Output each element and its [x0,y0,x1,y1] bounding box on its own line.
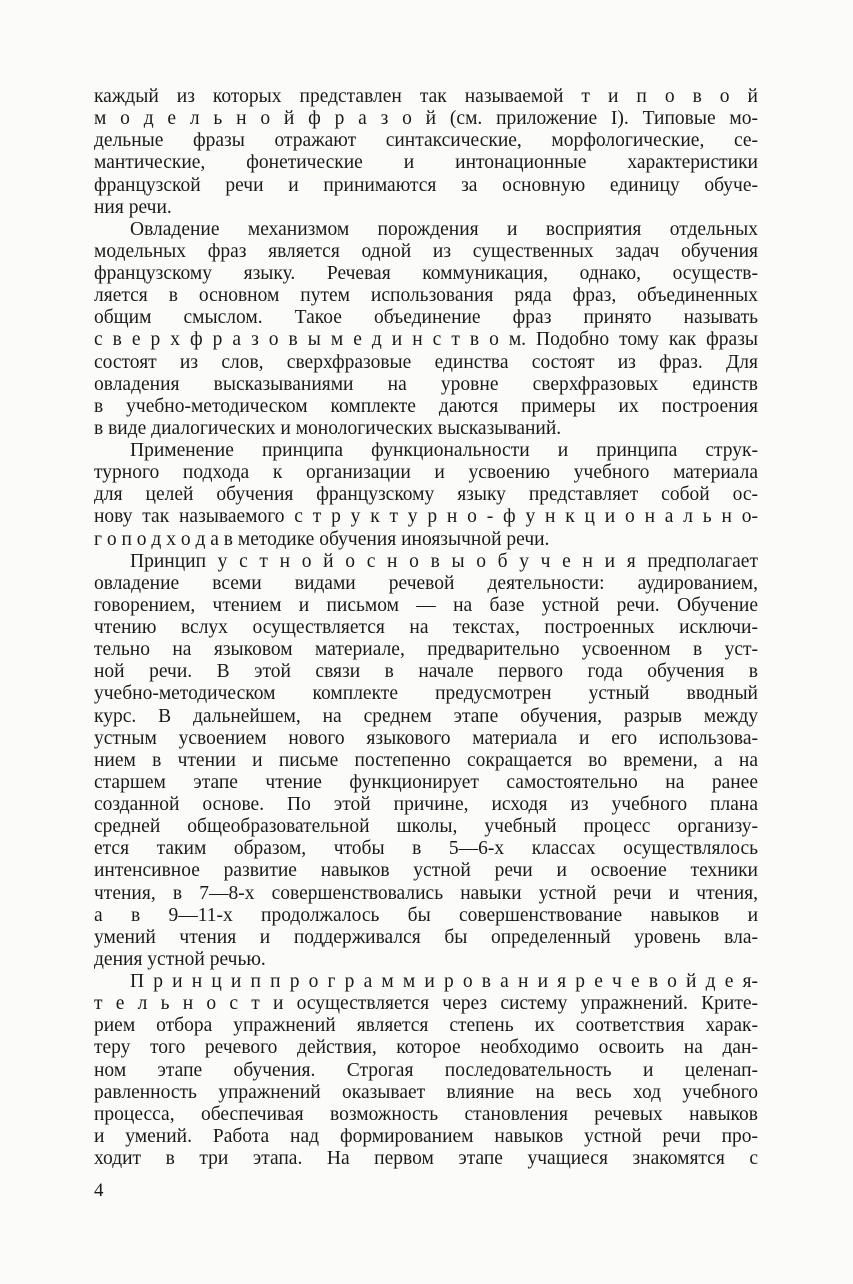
text-line: каждый из которых представлен так называемой т и п о в о й [94,86,758,107]
text-line: старшем этапе чтение функционирует самостоятельно на ранее [94,771,758,793]
text-line: равленность упражнений оказывает влияние на весь ход учебного [94,1081,758,1103]
text-line: ной речи. В этой связи в начале первого года обучения в [94,661,758,683]
body-text [94,86,758,1170]
text-line: созданной основе. По этой причине, исходя из учебного плана [94,794,758,815]
text-line: овладение всеми видами речевой деятельности: аудированием, [94,572,758,594]
text-line: в учебно-методическом комплекте даются примеры их построения [94,395,758,417]
text-line: состоят из слов, сверхфразовые единства состоят из фраз. Для [94,351,758,373]
text-line: нову так называемого с т р у к т у р н о - ф у н к ц и о н а л ь н о- [94,506,758,528]
text-line: рием отбора упражнений является степень их соответствия харак- [94,1015,758,1037]
page-number: 4 [94,1180,104,1201]
text-line: учебно-методическом комплекте предусмотрен устный вводный [94,683,758,705]
text-line: в виде диалогических и монологических высказываний. [94,417,562,439]
paragraph [94,219,758,440]
paragraph [94,551,758,971]
text-line: дения устной речью. [94,948,266,970]
text-line: французской речи и принимаются за основную единицу обуче- [94,174,758,196]
text-line: тельно на языковом материале, предварительно усвоенном в уст- [94,639,758,661]
text-line: ном этапе обучения. Строгая последовательность и целенап- [94,1059,758,1081]
text-line: ния речи. [94,196,172,218]
text-line: говорением, чтением и письмом — на базе устной речи. Обучение [94,594,758,616]
text-line: курс. В дальнейшем, на среднем этапе обучения, разрыв между [94,705,758,727]
paragraph [94,440,758,551]
text-line: интенсивное развитие навыков устной речи и освоение техники [94,860,758,882]
text-line: чтения, в 7—8-х совершенствовались навыки устной речи и чтения, [94,882,758,904]
text-line: овладения высказываниями на уровне сверхфразовых единств [94,373,758,395]
text-line: дельные фразы отражают синтаксические, морфологические, се- [94,130,758,152]
text-line: турного подхода к организации и усвоению учебного материала [94,462,758,484]
text-line: умений чтения и поддерживался бы определенный уровень вла- [94,926,758,948]
text-line: теру того речевого действия, которое необходимо освоить на дан- [94,1037,758,1059]
text-line: устным усвоением нового языкового материала и его использова- [94,727,758,749]
text-line: Овладение механизмом порождения и восприятия отдельных [130,218,758,240]
text-line: ходит в три этапа. На первом этапе учащиеся знакомятся с [94,1148,758,1169]
paragraph [94,86,758,219]
text-line: для целей обучения французскому языку представляет собой ос- [94,484,758,506]
text-line: общим смыслом. Такое объединение фраз принято называть [94,307,758,329]
text-line: ется таким образом, чтобы в 5—6-х классах осуществлялось [94,838,758,860]
text-line: средней общеобразовательной школы, учебный процесс организу- [94,816,758,838]
text-line: чтению вслух осуществляется на текстах, построенных исключи- [94,617,758,638]
text-line: процесса, обеспечивая возможность становления речевых навыков [94,1103,758,1125]
text-line: Принцип у с т н о й о с н о в ы о б у ч е н и я предполагает [130,550,758,572]
text-line: т е л ь н о с т и осуществляется через систему упражнений. Крите- [94,993,758,1015]
text-line: модельных фраз является одной из существенных задач обучения [94,240,758,262]
text-line: Применение принципа функциональности и принципа струк- [130,440,758,461]
text-line: ляется в основном путем использования ряда фраз, объединенных [94,285,758,307]
text-line: и умений. Работа над формированием навыков устной речи про- [94,1125,758,1147]
text-line: мантические, фонетические и интонационные характеристики [94,152,758,174]
paragraph [94,971,758,1170]
text-line: нием в чтении и письме постепенно сокращается во времени, а на [94,749,758,771]
text-line: м о д е л ь н о й ф р а з о й (см. приложение I). Типовые мо- [94,108,758,130]
text-line: а в 9—11-х продолжалось бы совершенствование навыков и [94,904,758,926]
text-line: П р и н ц и п п р о г р а м м и р о в а н и я р е ч е в о й д е я- [130,971,758,992]
text-line: г о п о д х о д а в методике обучения иноязычной речи. [94,528,550,550]
text-line: с в е р х ф р а з о в ы м е д и н с т в о м. Подобно тому как фразы [94,329,758,351]
text-line: французскому языку. Речевая коммуникация, однако, осуществ- [94,263,758,284]
